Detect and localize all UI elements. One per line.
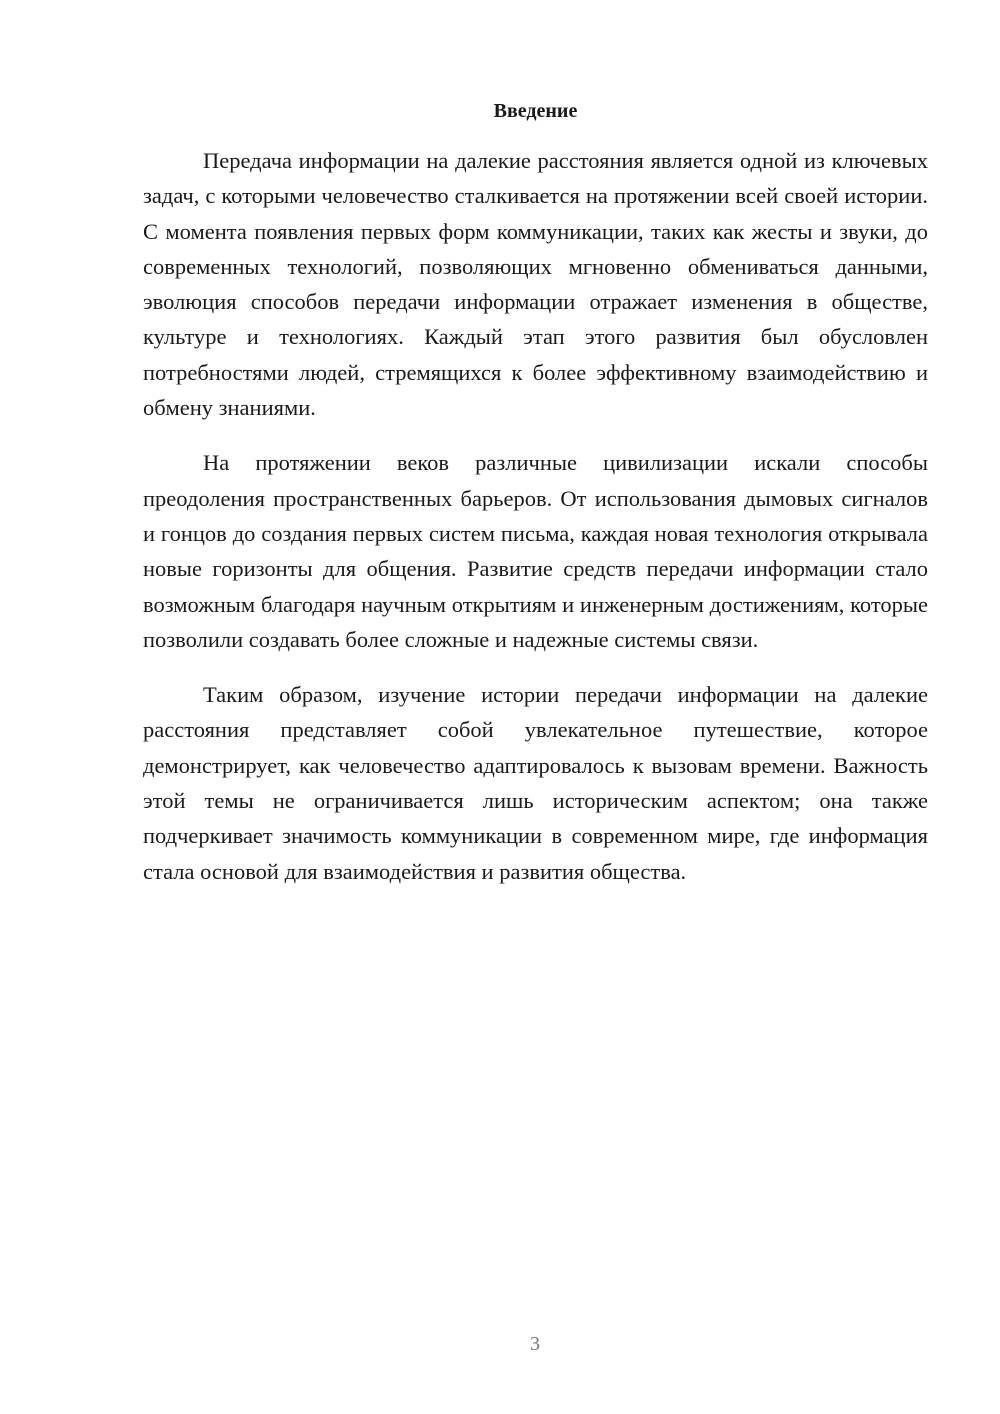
document-body	[143, 143, 928, 909]
paragraph-1: Передача информации на далекие расстояния является одной из ключевых задач, с которыми человечество сталкивается на протяжении всей своей истории. С момента появления первых форм коммуникации, таких как жесты и звуки, до современных технологий, позволяющих мгновенно обмениваться данными, эволюция способов передачи информации отражает изменения в обществе, культуре и технологиях. Каждый этап этого развития был обусловлен потребностями людей, стремящихся к более эффективному взаимодействию и обмену знаниями.	[143, 148, 928, 421]
section-heading: Введение	[493, 100, 578, 122]
paragraph-2: На протяжении веков различные цивилизации искали способы преодоления пространственных барьеров. От использования дымовых сигналов и гонцов до создания первых систем письма, каждая новая технология открывала новые горизонты для общения. Развитие средств передачи информации стало возможным благодаря научным открытиям и инженерным достижениям, которые позволили создавать более сложные и надежные системы связи.	[143, 450, 928, 652]
page-number: 3	[530, 1333, 540, 1355]
paragraph-3: Таким образом, изучение истории передачи информации на далекие расстояния представляет собой увлекательное путешествие, которое демонстрирует, как человечество адаптировалось к вызовам времени. Важность этой темы не ограничивается лишь историческим аспектом; она также подчеркивает значимость коммуникации в современном мире, где информация стала основой для взаимодействия и развития общества.	[143, 682, 928, 884]
